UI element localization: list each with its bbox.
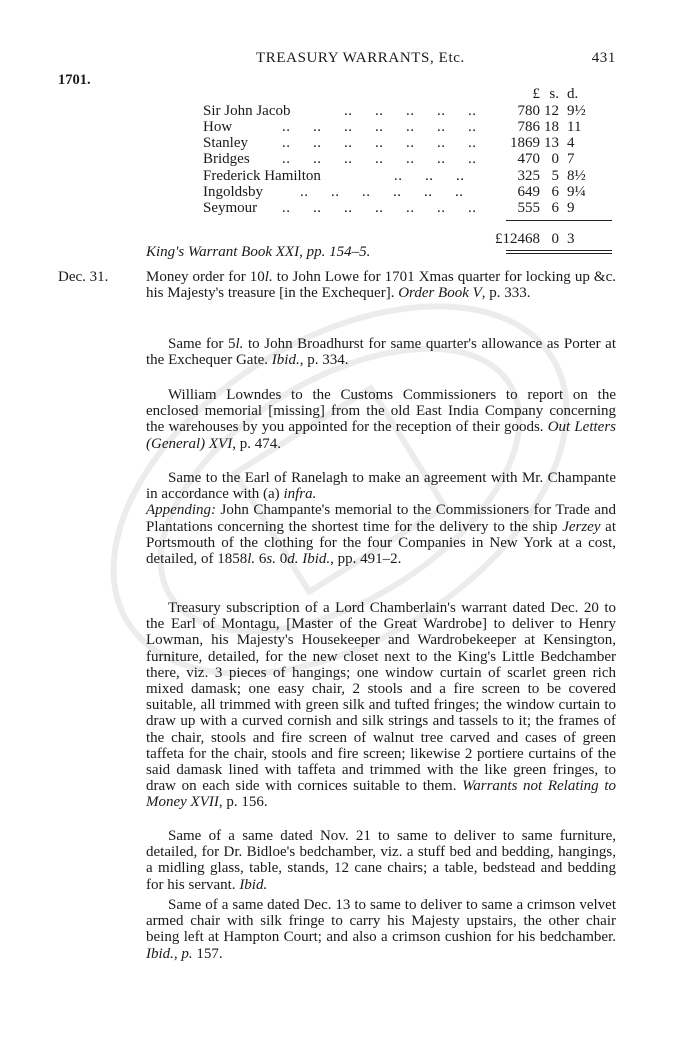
account-shillings: 5 — [551, 168, 559, 184]
entry-paragraph — [146, 828, 616, 893]
account-name: Ingoldsby — [203, 184, 263, 200]
account-pence: 11 — [567, 119, 582, 135]
account-shillings: 0 — [551, 151, 559, 167]
ship-name: Jerzey — [562, 518, 601, 535]
entry-unit: l. — [264, 269, 273, 285]
entry-reference-page: , p. 334. — [299, 352, 349, 369]
account-pounds: 786 — [517, 119, 540, 135]
shillings-header: s. — [549, 86, 559, 102]
entry-text: Same for 5 — [168, 336, 236, 352]
account-pounds: 325 — [517, 168, 540, 184]
sum-rule — [506, 220, 612, 221]
entry-text: Same to the Earl of Ranelagh to make an agreement with Mr. Champante in accordance with (a) — [146, 470, 616, 503]
account-row — [0, 151, 674, 168]
page-number: 431 — [591, 50, 616, 66]
total-pounds: £12468 — [495, 231, 540, 247]
year-marker: 1701. — [58, 72, 91, 88]
account-name: Seymour — [203, 200, 258, 216]
entry-reference: Ibid. — [239, 876, 268, 893]
entry-text: to John Broadhurst for same quarter's allowance as Porter at the Exchequer Gate. — [146, 336, 616, 369]
entry-reference: Out Letters (General) XVI — [146, 419, 616, 452]
account-shillings: 18 — [544, 119, 559, 135]
entry-reference-page: , p. 474. — [232, 435, 281, 452]
entry-date: Dec. 31. — [58, 269, 109, 285]
total-pence: 3 — [567, 231, 575, 247]
account-pounds: 649 — [517, 184, 540, 200]
leader-dots: .. .. .. .. .. .. .. — [282, 200, 477, 216]
account-row — [0, 135, 674, 152]
leader-dots: .. .. .. — [394, 168, 465, 184]
account-row — [0, 184, 674, 201]
entry-unit: l. — [247, 551, 256, 568]
account-shillings: 12 — [544, 103, 559, 119]
entry-paragraph — [146, 600, 616, 811]
account-shillings: 6 — [551, 200, 559, 216]
entry-paragraph — [146, 336, 616, 368]
account-name: Bridges — [203, 151, 250, 167]
pence-header: d. — [567, 86, 579, 102]
account-row — [0, 200, 674, 217]
account-name: How — [203, 119, 233, 135]
entry-reference: Ibid., p. — [146, 945, 193, 962]
leader-dots: .. .. .. .. .. .. .. — [282, 135, 477, 151]
entry-text: 0 — [276, 551, 288, 568]
entry-reference-page: 157. — [192, 945, 223, 962]
account-pence: 8½ — [567, 168, 586, 184]
entry-text: at Portsmouth of the clothing for the four Companies in New York at a cost, detailed, of 1858 — [146, 518, 616, 568]
account-pence: 9 — [567, 200, 575, 216]
entry-infra: infra. — [283, 486, 317, 503]
entry-text: Money order for 10 — [146, 269, 265, 285]
account-name: Frederick Hamilton — [203, 168, 321, 184]
entry-text: John Champante's memorial to the Commissioners for Trade and Plantations concerning the shortest time for the delivery to the ship — [146, 502, 616, 535]
entry-reference: Ibid. — [302, 551, 331, 568]
entry-reference: Ibid. — [271, 352, 300, 369]
appending-label: Appending: — [146, 502, 216, 519]
running-title: TREASURY WARRANTS, Etc. — [256, 50, 465, 66]
leader-dots: .. .. .. .. .. .. .. — [282, 119, 477, 135]
account-pounds: 1869 — [510, 135, 540, 151]
entry-reference: Warrants not Relating to Money XVII — [146, 778, 616, 811]
entry-paragraph — [146, 269, 616, 301]
entry-paragraph — [146, 470, 616, 567]
entry-text: 6 — [255, 551, 267, 568]
leader-dots: .. .. .. .. .. .. .. — [282, 151, 477, 167]
entry-reference-page: , p. 156. — [218, 794, 268, 811]
account-row — [0, 119, 674, 136]
entry-unit: l. — [235, 336, 244, 352]
entry-text: Same of a same dated Dec. 13 to same to deliver to same a crimson velvet armed chair with silk fringe to carry his Majesty upstairs, the other chair being left at Hampton Court; and also a crimson cushion for his bedchamber. — [146, 897, 616, 946]
total-shillings: 0 — [551, 231, 559, 247]
entry-unit: s. — [266, 551, 276, 568]
account-pence: 7 — [567, 151, 575, 167]
account-row — [0, 168, 674, 185]
account-pounds: 555 — [517, 200, 540, 216]
leader-dots: .. .. .. .. .. — [344, 103, 477, 119]
running-header — [0, 50, 674, 70]
account-pounds: 780 — [517, 103, 540, 119]
entry-reference: Order Book V — [398, 285, 482, 302]
account-pence: 9½ — [567, 103, 586, 119]
account-name: Stanley — [203, 135, 248, 151]
entry-paragraph — [146, 897, 616, 962]
account-pounds: 470 — [517, 151, 540, 167]
account-name: Sir John Jacob — [203, 103, 291, 119]
entry-reference-page: , p. 333. — [481, 285, 531, 302]
account-pence: 4 — [567, 135, 575, 151]
account-header-row — [0, 86, 674, 103]
pounds-header: £ — [532, 86, 540, 102]
entry-unit: d. — [287, 551, 299, 568]
account-shillings: 6 — [551, 184, 559, 200]
account-shillings: 13 — [544, 135, 559, 151]
entry-paragraph — [146, 387, 616, 452]
entry-text: Treasury subscription of a Lord Chamberlain's warrant dated Dec. 20 to the Earl of Montagu, [Master of the Great Wardrobe] to deliver to Henry Lowman, his Majesty's Housekeeper and Wardrobekeeper at Kensington, furniture, detailed, for the new closet next to the King's Little Bedchamber there, viz. 3 pieces of hangings; one window curtain of scarlet green rich mixed damask; one easy chair, 2 stools and a fire screen to be covered suitable, all trimmed with green silk and tufted fringes; the window curtain to draw up with a curved cornish and silk strings and tassels to it; the frames of the chair, stools and fire screen of walnut tree carved and cases of green taffeta for the chair, stools and fire screen; likewise 2 portiere curtains of the said damask lined with taffeta and trimmed with the like green fringes, to draw on each side with cornices suitable to them. — [146, 600, 616, 795]
entry-text: to John Lowe for 1701 Xmas quarter for locking up &c. his Majesty's treasure [in the Exchequer]. — [146, 269, 616, 302]
entry-text: Same of a same dated Nov. 21 to same to deliver to same furniture, detailed, for Dr. Bidloe's bedchamber, viz. a stuff bed and bedding, hangings, a midling glass, table, stands, 12 cane chairs; a table, bedstead and bedding for his servant. — [146, 828, 616, 893]
account-pence: 9¼ — [567, 184, 586, 200]
leader-dots: .. .. .. .. .. .. — [300, 184, 464, 200]
entry-reference-page: , pp. 491–2. — [330, 551, 402, 568]
account-source-ref: King's Warrant Book XXI, pp. 154–5. — [146, 244, 371, 260]
account-row — [0, 103, 674, 120]
entry-text: William Lowndes to the Customs Commissioners to report on the enclosed memorial [missing] from the old East India Company concerning the warehouses by you appointed for the reception of their goods. — [146, 387, 616, 436]
